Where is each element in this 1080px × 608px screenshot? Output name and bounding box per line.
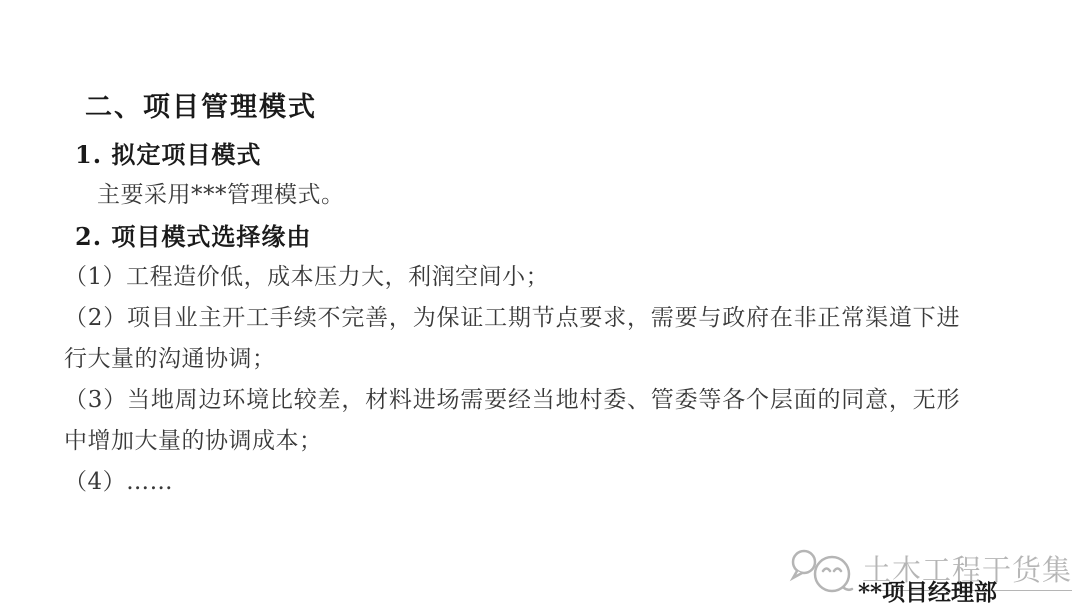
page-title: 二、项目管理模式 — [85, 92, 317, 123]
reason-item-2: （2）项目业主开工手续不完善，为保证工期节点要求，需要与政府在非正常渠道下进行大量的沟通协调； — [64, 305, 960, 372]
document-content — [64, 82, 960, 503]
reason-item-4: （4）…… — [64, 469, 174, 495]
section-2-title: 2. 项目模式选择缘由 — [75, 222, 312, 251]
footer-watermark — [788, 546, 1073, 606]
reason-item-3: （3）当地周边环境比较差，材料进场需要经当地村委、管委等各个层面的同意，无形中增加大量的协调成本； — [64, 387, 960, 454]
section-1-paragraph: 主要采用***管理模式。 — [97, 182, 345, 208]
signature-text: **项目经理部 — [858, 579, 998, 606]
speech-bubble-face-logo-icon — [788, 548, 858, 600]
watermark-text: 土木工程干货集 — [862, 548, 1072, 591]
section-1-title: 1. 拟定项目模式 — [75, 140, 262, 169]
reason-item-1: （1）工程造价低，成本压力大，利润空间小； — [64, 264, 550, 290]
